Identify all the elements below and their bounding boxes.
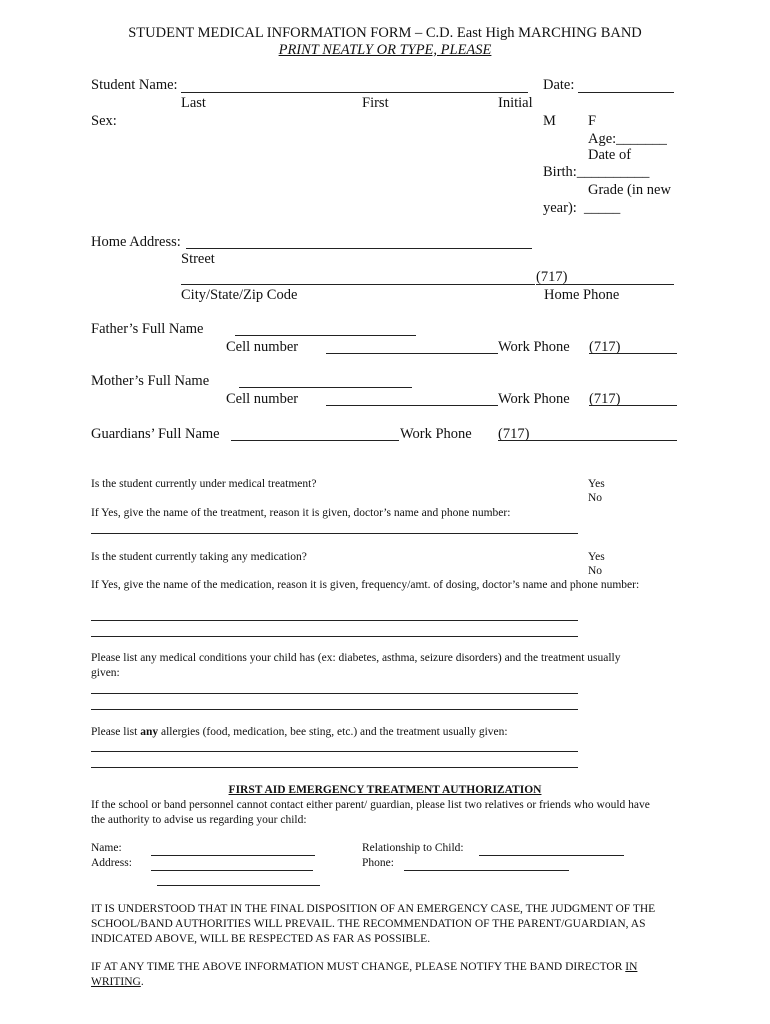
medication-question: Is the student currently taking any medication? bbox=[91, 551, 307, 563]
mother-work-label: Work Phone bbox=[498, 391, 570, 407]
treatment-followup: If Yes, give the name of the treatment, reason it is given, doctor’s name and phone number: bbox=[91, 507, 511, 519]
contact-name-label: Name: bbox=[91, 842, 122, 854]
sex-f-option[interactable]: F bbox=[588, 113, 597, 129]
student-name-label: Student Name: bbox=[91, 77, 178, 93]
allergies-question: Please list any allergies (food, medication, bee sting, etc.) and the treatment usually given: bbox=[91, 726, 508, 738]
mother-name-field[interactable] bbox=[239, 387, 412, 388]
notify-statement: IF AT ANY TIME THE ABOVE INFORMATION MUST CHANGE, PLEASE NOTIFY THE BAND DIRECTOR IN WRITING. bbox=[91, 961, 638, 988]
medication-answer-line-1[interactable] bbox=[91, 620, 578, 621]
street-label: Street bbox=[181, 251, 215, 267]
mother-cell-field[interactable] bbox=[326, 405, 498, 406]
home-phone-label: Home Phone bbox=[544, 287, 620, 303]
student-name-field[interactable] bbox=[181, 92, 528, 93]
city-label: City/State/Zip Code bbox=[181, 287, 298, 303]
date-label: Date: bbox=[543, 77, 575, 93]
home-phone-field[interactable] bbox=[536, 284, 674, 285]
father-cell-label: Cell number bbox=[226, 339, 299, 355]
guardian-name-label: Guardians’ Full Name bbox=[91, 426, 220, 442]
contact-address-field-2[interactable] bbox=[157, 885, 320, 886]
guardian-area-code: (717) bbox=[498, 426, 530, 442]
guardian-work-label: Work Phone bbox=[400, 426, 472, 442]
father-work-label: Work Phone bbox=[498, 339, 570, 355]
father-area-code: (717) bbox=[589, 339, 621, 355]
contact-name-field[interactable] bbox=[151, 855, 315, 856]
conditions-answer-line-2[interactable] bbox=[91, 709, 578, 710]
authorization-heading: FIRST AID EMERGENCY TREATMENT AUTHORIZATION bbox=[228, 784, 542, 796]
form-title: STUDENT MEDICAL INFORMATION FORM – C.D. East High MARCHING BAND bbox=[128, 25, 642, 41]
father-work-field[interactable] bbox=[589, 353, 677, 354]
father-name-label: Father’s Full Name bbox=[91, 321, 204, 337]
grade-field[interactable]: year): _____ bbox=[543, 200, 621, 216]
dob-field[interactable]: Birth:__________ bbox=[543, 164, 650, 180]
city-field[interactable] bbox=[181, 284, 535, 285]
mother-area-code: (717) bbox=[589, 391, 621, 407]
guardian-work-field[interactable] bbox=[498, 440, 677, 441]
initial-label: Initial bbox=[498, 95, 533, 111]
sex-m-option[interactable]: M bbox=[543, 113, 556, 129]
street-field[interactable] bbox=[186, 248, 532, 249]
medication-no-option[interactable]: No bbox=[588, 565, 603, 577]
medication-answer-line-2[interactable] bbox=[91, 636, 578, 637]
conditions-question: Please list any medical conditions your child has (ex: diabetes, asthma, seizure disorders) and the treatment usually given: bbox=[91, 652, 621, 679]
allergies-answer-line-2[interactable] bbox=[91, 767, 578, 768]
medication-yes-option[interactable]: Yes bbox=[588, 551, 605, 563]
guardian-name-field[interactable] bbox=[231, 440, 399, 441]
mother-work-field[interactable] bbox=[589, 405, 677, 406]
relationship-label: Relationship to Child: bbox=[362, 842, 464, 854]
first-label: First bbox=[362, 95, 389, 111]
medication-followup: If Yes, give the name of the medication, reason it is given, frequency/amt. of dosing, doctor’s name and phone number: bbox=[91, 579, 640, 591]
relationship-field[interactable] bbox=[479, 855, 624, 856]
father-cell-field[interactable] bbox=[326, 353, 498, 354]
authorization-intro: If the school or band personnel cannot contact either parent/ guardian, please list two relatives or friends who would have the authority to advise us regarding your child: bbox=[91, 799, 650, 826]
conditions-answer-line-1[interactable] bbox=[91, 693, 578, 694]
allergies-answer-line-1[interactable] bbox=[91, 751, 578, 752]
dob-label: Date of bbox=[588, 147, 632, 163]
father-name-field[interactable] bbox=[235, 335, 416, 336]
treatment-yes-option[interactable]: Yes bbox=[588, 478, 605, 490]
home-area-code: (717) bbox=[536, 269, 568, 285]
last-label: Last bbox=[181, 95, 206, 111]
treatment-question: Is the student currently under medical treatment? bbox=[91, 478, 317, 490]
mother-cell-label: Cell number bbox=[226, 391, 299, 407]
mother-name-label: Mother’s Full Name bbox=[91, 373, 210, 389]
form-subtitle: PRINT NEATLY OR TYPE, PLEASE bbox=[278, 42, 492, 58]
treatment-no-option[interactable]: No bbox=[588, 492, 603, 504]
date-field[interactable] bbox=[578, 92, 674, 93]
disposition-statement: IT IS UNDERSTOOD THAT IN THE FINAL DISPOSITION OF AN EMERGENCY CASE, THE JUDGMENT OF THE SCHOOL/BAND AUTHORITIES WILL PREVAIL. THE RECOMMENDATION OF THE PARENT/GUARDIAN, AS INDICATED ABOVE, WILL BE RESPECTED AS FAR AS POSSIBLE. bbox=[91, 903, 656, 945]
age-field[interactable]: Age:_______ bbox=[588, 131, 667, 147]
contact-address-label: Address: bbox=[91, 857, 132, 869]
grade-label: Grade (in new bbox=[588, 182, 671, 198]
contact-phone-field[interactable] bbox=[404, 870, 569, 871]
treatment-answer-line[interactable] bbox=[91, 533, 578, 534]
contact-address-field-1[interactable] bbox=[151, 870, 313, 871]
sex-label: Sex: bbox=[91, 113, 117, 129]
in-writing-text: IN WRITING bbox=[91, 961, 638, 988]
home-address-label: Home Address: bbox=[91, 234, 181, 250]
contact-phone-label: Phone: bbox=[362, 857, 394, 869]
